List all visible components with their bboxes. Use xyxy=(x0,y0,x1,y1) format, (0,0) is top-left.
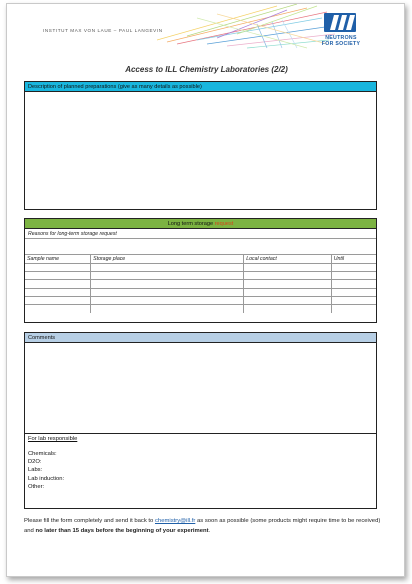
institute-name: INSTITUT MAX VON LAUE – PAUL LANGEVIN xyxy=(43,28,163,33)
footer-deadline: no later than 15 days before the beginning of your experiment xyxy=(35,528,209,534)
table-row[interactable] xyxy=(25,296,376,304)
storage-label: Long term storage xyxy=(167,221,215,227)
ill-logo-icon xyxy=(324,13,356,32)
preparations-label: Description of planned preparations xyxy=(28,84,117,90)
col-until: Until xyxy=(331,255,376,263)
table-row[interactable] xyxy=(25,288,376,296)
preparations-section xyxy=(24,81,377,210)
table-row[interactable] xyxy=(25,272,376,280)
footer-instructions xyxy=(24,516,382,536)
storage-header xyxy=(25,219,376,229)
lab-field-labs: Labs: xyxy=(28,467,43,474)
table-row[interactable] xyxy=(25,280,376,288)
preparations-header xyxy=(25,82,376,92)
logo-text-line1: NEUTRONS xyxy=(325,35,357,41)
col-local-contact: Local contact xyxy=(244,255,332,263)
footer-end: . xyxy=(208,528,211,534)
email-link[interactable]: chemistry@ill.fr xyxy=(154,518,196,524)
lab-field-d2o: D2O: xyxy=(28,459,42,466)
page-header xyxy=(7,4,405,56)
footer-text-1: Please fill the form completely and send it back to xyxy=(24,518,155,524)
lab-field-chemicals: Chemicals: xyxy=(28,451,57,457)
ill-logo xyxy=(319,13,363,53)
table-row[interactable] xyxy=(25,263,376,271)
header-decoration xyxy=(157,4,337,50)
storage-table xyxy=(25,255,376,313)
page-title: Access to ILL Chemistry Laboratories (2/2) xyxy=(125,65,288,74)
reasons-input[interactable] xyxy=(25,239,376,255)
lab-field-other: Other: xyxy=(28,483,45,490)
comments-header: Comments xyxy=(25,333,376,343)
storage-section xyxy=(24,218,377,323)
lab-responsible-area xyxy=(25,433,376,508)
lab-responsible-title: For lab responsible xyxy=(28,436,78,442)
footer-text-2: as soon as possible (some products might require time to be received) and xyxy=(24,518,381,534)
reasons-label: Reasons for long-term storage request xyxy=(25,229,376,239)
table-header-row xyxy=(25,255,376,263)
preparations-hint: (give as many details as possible) xyxy=(116,84,202,90)
form-page xyxy=(6,3,405,577)
col-sample-name: Sample name xyxy=(25,255,91,263)
col-storage-place: Storage place xyxy=(91,255,244,263)
table-row[interactable] xyxy=(25,305,376,313)
preparations-input[interactable] xyxy=(25,92,376,208)
comments-input[interactable] xyxy=(25,343,376,431)
lab-field-induction: Lab induction: xyxy=(28,475,65,482)
storage-request-label: request xyxy=(214,221,234,227)
comments-section xyxy=(24,332,377,509)
logo-text-line2: FOR SOCIETY xyxy=(321,41,361,47)
